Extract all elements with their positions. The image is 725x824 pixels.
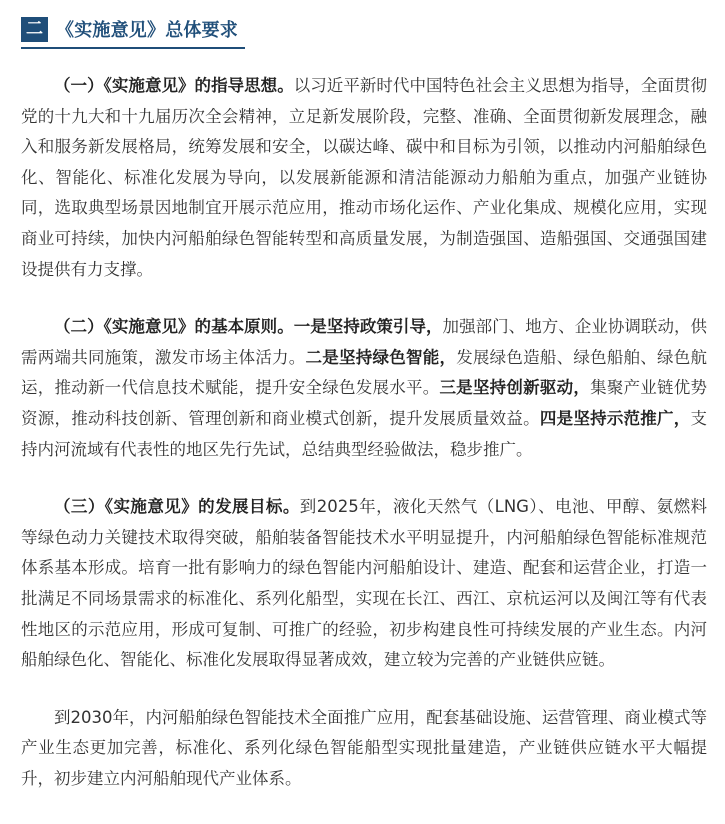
- principle-2-text: 发展绿色造船、绿色船舶、绿色航运，推动新一代信息技术赋能，提升安全绿色发展水平。: [21, 347, 708, 398]
- principle-3-heading: 三是坚持创新驱动，: [439, 378, 591, 398]
- principle-1-text: 加强部门、地方、企业协调联动，供需两端共同施策，激发市场主体活力。: [21, 317, 708, 367]
- paragraph-body: 到2025年，液化天然气（LNG）、电池、甲醇、氨燃料等绿色动力关键技术取得突破，船舶装备智能技术水平明显提升，内河船舶绿色智能标准规范体系基本形成。培育一批有影响力的绿色智能内河船舶设计、建造、配套和运营企业，打造一批满足不同场景需求的标准化、系列化船型，实现在长江、西江、京杭运河以及闽江等有代表性地区的示范应用，形成可复制、可推广的经验，初步构建良性可持续发展的产业生态。内河船舶绿色化、智能化、标准化发展取得显著成效，建立较为完善的产业链供应链。: [21, 497, 708, 670]
- principle-1-heading: 一是坚持政策引导，: [293, 317, 443, 337]
- paragraph-basic-principles: [21, 312, 707, 465]
- paragraph-guiding-ideology: [21, 71, 707, 285]
- principle-4-text: 支持内河流域有代表性的地区先行先试，总结典型经验做法，稳步推广。: [21, 408, 708, 459]
- paragraph-2030-goals: [21, 703, 707, 795]
- paragraph-body: 以习近平新时代中国特色社会主义思想为指导，全面贯彻党的十九大和十九届历次全会精神，立足新发展阶段，完整、准确、全面贯彻新发展理念，融入和服务新发展格局，统筹发展和安全，以碳达峰、碳中和目标为引领，以推动内河船舶绿色化、智能化、标准化发展为导向，以发展新能源和清洁能源动力船舶为重点，加强产业链协同，选取典型场景因地制宜开展示范应用，推动市场化运作、产业化集成、规模化应用，实现商业可持续，加快内河船舶绿色智能转型和高质量发展，为制造强国、造船强国、交通强国建设提供有力支撑。: [21, 76, 708, 279]
- paragraph-lead: （三）《实施意见》的发展目标。: [54, 497, 300, 517]
- paragraph-lead: （二）《实施意见》的基本原则。: [54, 317, 294, 337]
- paragraph-development-goals: [21, 492, 707, 676]
- section-header: [21, 12, 243, 46]
- principle-4-heading: 四是坚持示范推广，: [539, 408, 691, 428]
- section-title: 《实施意见》总体要求: [56, 20, 238, 41]
- article-content: [21, 71, 707, 794]
- principle-3-text: 集聚产业链优势资源，推动科技创新、管理创新和商业模式创新，提升发展质量效益。: [21, 378, 708, 428]
- principle-2-heading: 二是坚持绿色智能，: [305, 347, 457, 367]
- paragraph-lead: （一）《实施意见》的指导思想。: [54, 76, 294, 95]
- section-number-badge: 二: [21, 17, 48, 42]
- paragraph-body: 到2030年，内河船舶绿色智能技术全面推广应用，配套基础设施、运营管理、商业模式等产业生态更加完善，标准化、系列化绿色智能船型实现批量建造，产业链供应链水平大幅提升，初步建立内河船舶现代产业体系。: [21, 707, 707, 788]
